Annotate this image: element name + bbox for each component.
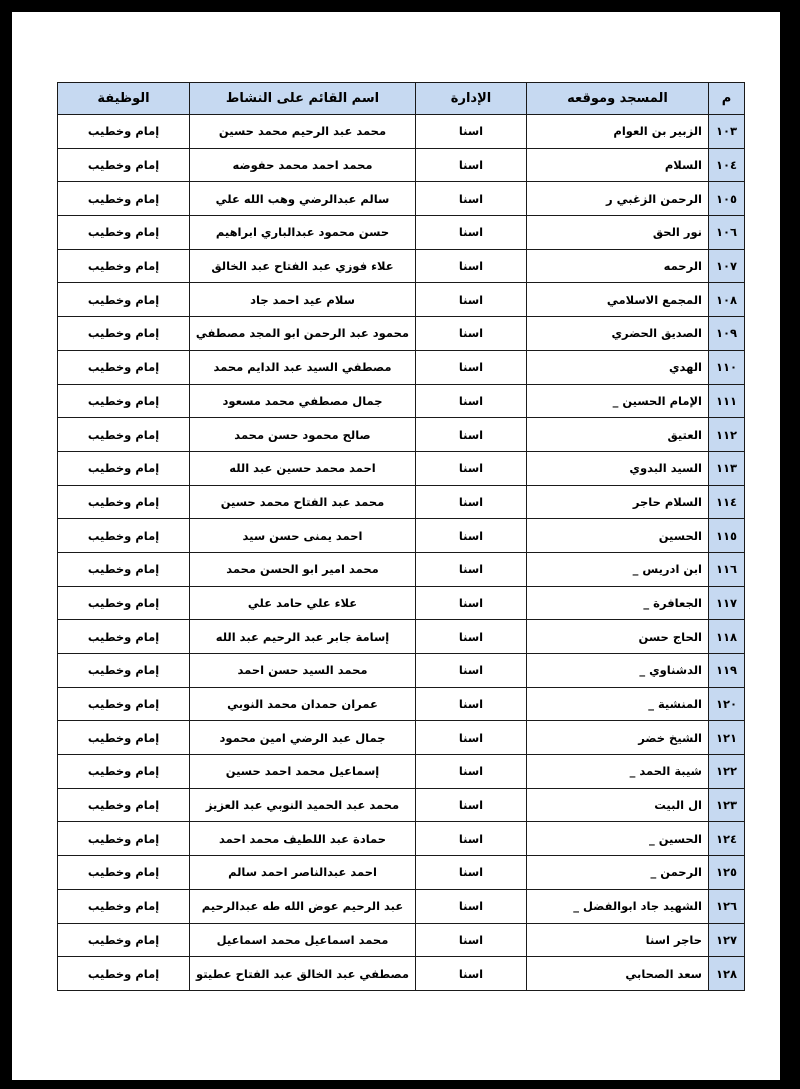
administration-cell: اسنا [416, 620, 527, 654]
mosque-cell: سعد الصحابي [527, 957, 709, 991]
administration-cell: اسنا [416, 923, 527, 957]
table-row [58, 115, 745, 149]
table-row [58, 552, 745, 586]
table-row [58, 957, 745, 991]
administration-cell: اسنا [416, 586, 527, 620]
job-cell: إمام وخطيب [58, 451, 190, 485]
row-number: ١٢٥ [709, 856, 745, 890]
mosque-cell: السيد البدوي [527, 451, 709, 485]
job-cell: إمام وخطيب [58, 418, 190, 452]
job-cell: إمام وخطيب [58, 317, 190, 351]
administration-cell: اسنا [416, 755, 527, 789]
row-number: ١٠٩ [709, 317, 745, 351]
job-cell: إمام وخطيب [58, 249, 190, 283]
table-row [58, 822, 745, 856]
administration-cell: اسنا [416, 384, 527, 418]
row-number: ١١٥ [709, 519, 745, 553]
responsible-name-cell: مصطفي السيد عبد الدايم محمد [190, 350, 416, 384]
mosque-cell: الصديق الحضري [527, 317, 709, 351]
responsible-name-cell: جمال مصطفي محمد مسعود [190, 384, 416, 418]
header-num: م [709, 83, 745, 115]
table-row [58, 283, 745, 317]
mosque-cell: الجعافرة _ [527, 586, 709, 620]
row-number: ١٢١ [709, 721, 745, 755]
administration-cell: اسنا [416, 148, 527, 182]
table-row [58, 889, 745, 923]
job-cell: إمام وخطيب [58, 957, 190, 991]
job-cell: إمام وخطيب [58, 485, 190, 519]
job-cell: إمام وخطيب [58, 519, 190, 553]
job-cell: إمام وخطيب [58, 923, 190, 957]
table-row [58, 384, 745, 418]
table-row [58, 654, 745, 688]
header-row [58, 83, 745, 115]
job-cell: إمام وخطيب [58, 283, 190, 317]
document-page [12, 12, 780, 1080]
responsible-name-cell: محمد السيد حسن احمد [190, 654, 416, 688]
mosque-cell: نور الحق [527, 216, 709, 250]
administration-cell: اسنا [416, 889, 527, 923]
job-cell: إمام وخطيب [58, 182, 190, 216]
job-cell: إمام وخطيب [58, 687, 190, 721]
row-number: ١٠٤ [709, 148, 745, 182]
administration-cell: اسنا [416, 485, 527, 519]
header-job: الوظيفة [58, 83, 190, 115]
mosque-cell: حاجر اسنا [527, 923, 709, 957]
administration-cell: اسنا [416, 822, 527, 856]
administration-cell: اسنا [416, 788, 527, 822]
administration-cell: اسنا [416, 957, 527, 991]
administration-cell: اسنا [416, 721, 527, 755]
header-admin: الإدارة [416, 83, 527, 115]
administration-cell: اسنا [416, 216, 527, 250]
mosque-cell: ال البيت [527, 788, 709, 822]
table-row [58, 923, 745, 957]
table-row [58, 148, 745, 182]
row-number: ١٢٣ [709, 788, 745, 822]
table-row [58, 317, 745, 351]
administration-cell: اسنا [416, 249, 527, 283]
job-cell: إمام وخطيب [58, 552, 190, 586]
responsible-name-cell: محمد اسماعيل محمد اسماعيل [190, 923, 416, 957]
row-number: ١١٣ [709, 451, 745, 485]
job-cell: إمام وخطيب [58, 654, 190, 688]
administration-cell: اسنا [416, 115, 527, 149]
row-number: ١١٦ [709, 552, 745, 586]
mosque-cell: الإمام الحسين _ [527, 384, 709, 418]
table-row [58, 856, 745, 890]
responsible-name-cell: عمران حمدان محمد النوبي [190, 687, 416, 721]
table-row [58, 687, 745, 721]
row-number: ١١٨ [709, 620, 745, 654]
administration-cell: اسنا [416, 687, 527, 721]
table-body [58, 115, 745, 991]
row-number: ١١٠ [709, 350, 745, 384]
job-cell: إمام وخطيب [58, 755, 190, 789]
responsible-name-cell: محمد عبد الرحيم محمد حسين [190, 115, 416, 149]
row-number: ١٢٧ [709, 923, 745, 957]
mosque-cell: العتيق [527, 418, 709, 452]
table-row [58, 586, 745, 620]
job-cell: إمام وخطيب [58, 216, 190, 250]
row-number: ١٢٢ [709, 755, 745, 789]
responsible-name-cell: عبد الرحيم عوض الله طه عبدالرحيم [190, 889, 416, 923]
mosque-cell: السلام [527, 148, 709, 182]
row-number: ١١٩ [709, 654, 745, 688]
table-row [58, 485, 745, 519]
responsible-name-cell: محمد احمد محمد حفوضه [190, 148, 416, 182]
table-row [58, 216, 745, 250]
table-row [58, 788, 745, 822]
job-cell: إمام وخطيب [58, 788, 190, 822]
job-cell: إمام وخطيب [58, 822, 190, 856]
administration-cell: اسنا [416, 350, 527, 384]
row-number: ١٢٤ [709, 822, 745, 856]
responsible-name-cell: علاء فوزي عبد الفتاح عبد الخالق [190, 249, 416, 283]
row-number: ١١١ [709, 384, 745, 418]
row-number: ١١٧ [709, 586, 745, 620]
administration-cell: اسنا [416, 519, 527, 553]
imams-table [57, 82, 745, 991]
row-number: ١٠٥ [709, 182, 745, 216]
header-mosque: المسجد وموقعه [527, 83, 709, 115]
mosque-cell: الشيخ خضر [527, 721, 709, 755]
mosque-cell: الحسين _ [527, 822, 709, 856]
mosque-cell: الحاج حسن [527, 620, 709, 654]
responsible-name-cell: حمادة عبد اللطيف محمد احمد [190, 822, 416, 856]
administration-cell: اسنا [416, 856, 527, 890]
administration-cell: اسنا [416, 283, 527, 317]
mosque-cell: شيبة الحمد _ [527, 755, 709, 789]
job-cell: إمام وخطيب [58, 148, 190, 182]
table-row [58, 755, 745, 789]
mosque-cell: الحسين [527, 519, 709, 553]
row-number: ١٢٦ [709, 889, 745, 923]
table-row [58, 249, 745, 283]
job-cell: إمام وخطيب [58, 889, 190, 923]
responsible-name-cell: علاء علي حامد علي [190, 586, 416, 620]
job-cell: إمام وخطيب [58, 856, 190, 890]
responsible-name-cell: احمد عبدالناصر احمد سالم [190, 856, 416, 890]
mosque-cell: ابن ادريس _ [527, 552, 709, 586]
row-number: ١٠٨ [709, 283, 745, 317]
responsible-name-cell: صالح محمود حسن محمد [190, 418, 416, 452]
responsible-name-cell: سلام عيد احمد جاد [190, 283, 416, 317]
responsible-name-cell: إسماعيل محمد احمد حسين [190, 755, 416, 789]
responsible-name-cell: محمد عبد الفتاح محمد حسين [190, 485, 416, 519]
mosque-cell: الهدي [527, 350, 709, 384]
administration-cell: اسنا [416, 552, 527, 586]
job-cell: إمام وخطيب [58, 384, 190, 418]
table-row [58, 519, 745, 553]
row-number: ١٠٣ [709, 115, 745, 149]
job-cell: إمام وخطيب [58, 721, 190, 755]
responsible-name-cell: احمد يمنى حسن سيد [190, 519, 416, 553]
job-cell: إمام وخطيب [58, 350, 190, 384]
mosque-cell: الزبير بن العوام [527, 115, 709, 149]
responsible-name-cell: سالم عبدالرضي وهب الله علي [190, 182, 416, 216]
row-number: ١٢٨ [709, 957, 745, 991]
responsible-name-cell: مصطفي عبد الخالق عبد الفتاح عطيتو [190, 957, 416, 991]
table-row [58, 721, 745, 755]
mosque-cell: الرحمه [527, 249, 709, 283]
table-row [58, 451, 745, 485]
administration-cell: اسنا [416, 451, 527, 485]
responsible-name-cell: حسن محمود عبدالباري ابراهيم [190, 216, 416, 250]
table-row [58, 350, 745, 384]
job-cell: إمام وخطيب [58, 586, 190, 620]
table-row [58, 418, 745, 452]
responsible-name-cell: إسامة جابر عبد الرحيم عبد الله [190, 620, 416, 654]
administration-cell: اسنا [416, 317, 527, 351]
responsible-name-cell: احمد محمد حسين عبد الله [190, 451, 416, 485]
table-row [58, 620, 745, 654]
responsible-name-cell: محمود عبد الرحمن ابو المجد مصطفي [190, 317, 416, 351]
responsible-name-cell: جمال عبد الرضي امين محمود [190, 721, 416, 755]
mosque-cell: الرحمن _ [527, 856, 709, 890]
mosque-cell: الشهيد جاد ابوالفضل _ [527, 889, 709, 923]
responsible-name-cell: محمد عبد الحميد النوبي عبد العزيز [190, 788, 416, 822]
mosque-cell: الرحمن الزغبي ر [527, 182, 709, 216]
administration-cell: اسنا [416, 654, 527, 688]
job-cell: إمام وخطيب [58, 620, 190, 654]
administration-cell: اسنا [416, 182, 527, 216]
administration-cell: اسنا [416, 418, 527, 452]
row-number: ١٠٦ [709, 216, 745, 250]
row-number: ١١٤ [709, 485, 745, 519]
row-number: ١٢٠ [709, 687, 745, 721]
mosque-cell: الدشناوي _ [527, 654, 709, 688]
header-name: اسم القائم على النشاط [190, 83, 416, 115]
mosque-cell: المجمع الاسلامي [527, 283, 709, 317]
row-number: ١٠٧ [709, 249, 745, 283]
mosque-cell: المنشية _ [527, 687, 709, 721]
responsible-name-cell: محمد امير ابو الحسن محمد [190, 552, 416, 586]
row-number: ١١٢ [709, 418, 745, 452]
table-row [58, 182, 745, 216]
job-cell: إمام وخطيب [58, 115, 190, 149]
mosque-cell: السلام حاجر [527, 485, 709, 519]
